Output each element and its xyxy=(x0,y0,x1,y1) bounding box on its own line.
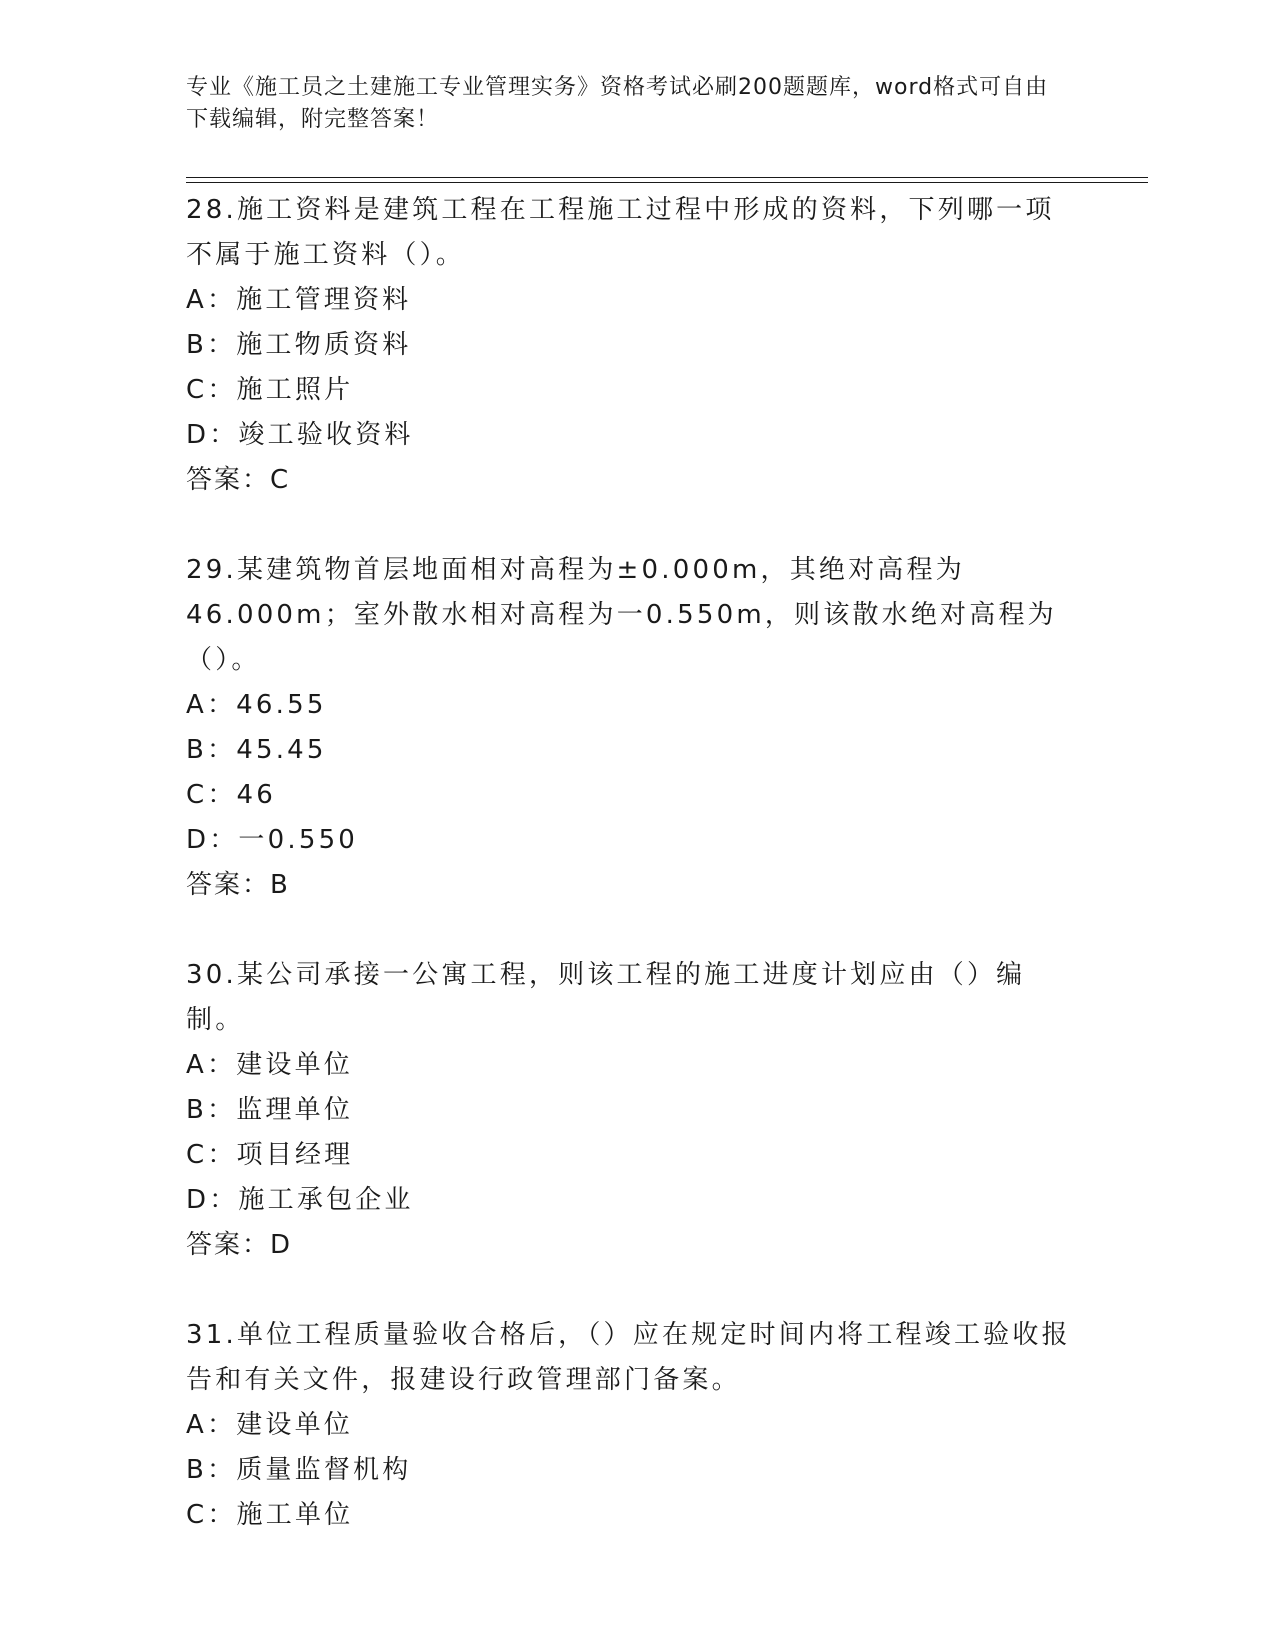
question-stem: 30.某公司承接一公寓工程，则该工程的施工进度计划应由（）编制。 xyxy=(186,960,1026,1035)
option-b: B：监理单位 xyxy=(186,1095,354,1125)
question-stem: 29.某建筑物首层地面相对高程为±0.000m，其绝对高程为46.000m；室外散水相对高程为一0.550m，则该散水绝对高程为（）。 xyxy=(186,555,1057,675)
option-c: C：施工单位 xyxy=(186,1500,354,1530)
option-c: C：46 xyxy=(186,780,277,810)
answer-line: 答案：C xyxy=(186,465,291,495)
option-b: B：质量监督机构 xyxy=(186,1455,412,1485)
question-28 xyxy=(186,188,1076,548)
answer-line: 答案：D xyxy=(186,1230,293,1260)
question-spacer xyxy=(186,908,1076,953)
option-a: A：建设单位 xyxy=(186,1410,353,1440)
question-spacer xyxy=(186,503,1076,548)
header-divider-bottom xyxy=(186,182,1148,183)
option-b: B：45.45 xyxy=(186,735,327,765)
option-d: D：施工承包企业 xyxy=(186,1185,414,1215)
question-stem: 31.单位工程质量验收合格后，（）应在规定时间内将工程竣工验收报告和有关文件，报建设行政管理部门备案。 xyxy=(186,1320,1071,1395)
question-spacer xyxy=(186,1268,1076,1313)
header-divider-top xyxy=(186,177,1148,178)
document-header: 专业《施工员之土建施工专业管理实务》资格考试必刷200题题库，word格式可自由下载编辑，附完整答案！ xyxy=(186,75,1049,132)
question-list xyxy=(186,188,1076,1538)
question-30 xyxy=(186,953,1076,1313)
answer-line: 答案：B xyxy=(186,870,290,900)
question-29 xyxy=(186,548,1076,953)
option-a: A：46.55 xyxy=(186,690,327,720)
option-a: A：建设单位 xyxy=(186,1050,353,1080)
option-d: D：一0.550 xyxy=(186,825,359,855)
option-a: A：施工管理资料 xyxy=(186,285,412,315)
option-d: D：竣工验收资料 xyxy=(186,420,414,450)
option-b: B：施工物质资料 xyxy=(186,330,412,360)
option-c: C：施工照片 xyxy=(186,375,354,405)
question-31 xyxy=(186,1313,1076,1538)
question-stem: 28.施工资料是建筑工程在工程施工过程中形成的资料，下列哪一项不属于施工资料（）。 xyxy=(186,195,1055,270)
option-c: C：项目经理 xyxy=(186,1140,354,1170)
